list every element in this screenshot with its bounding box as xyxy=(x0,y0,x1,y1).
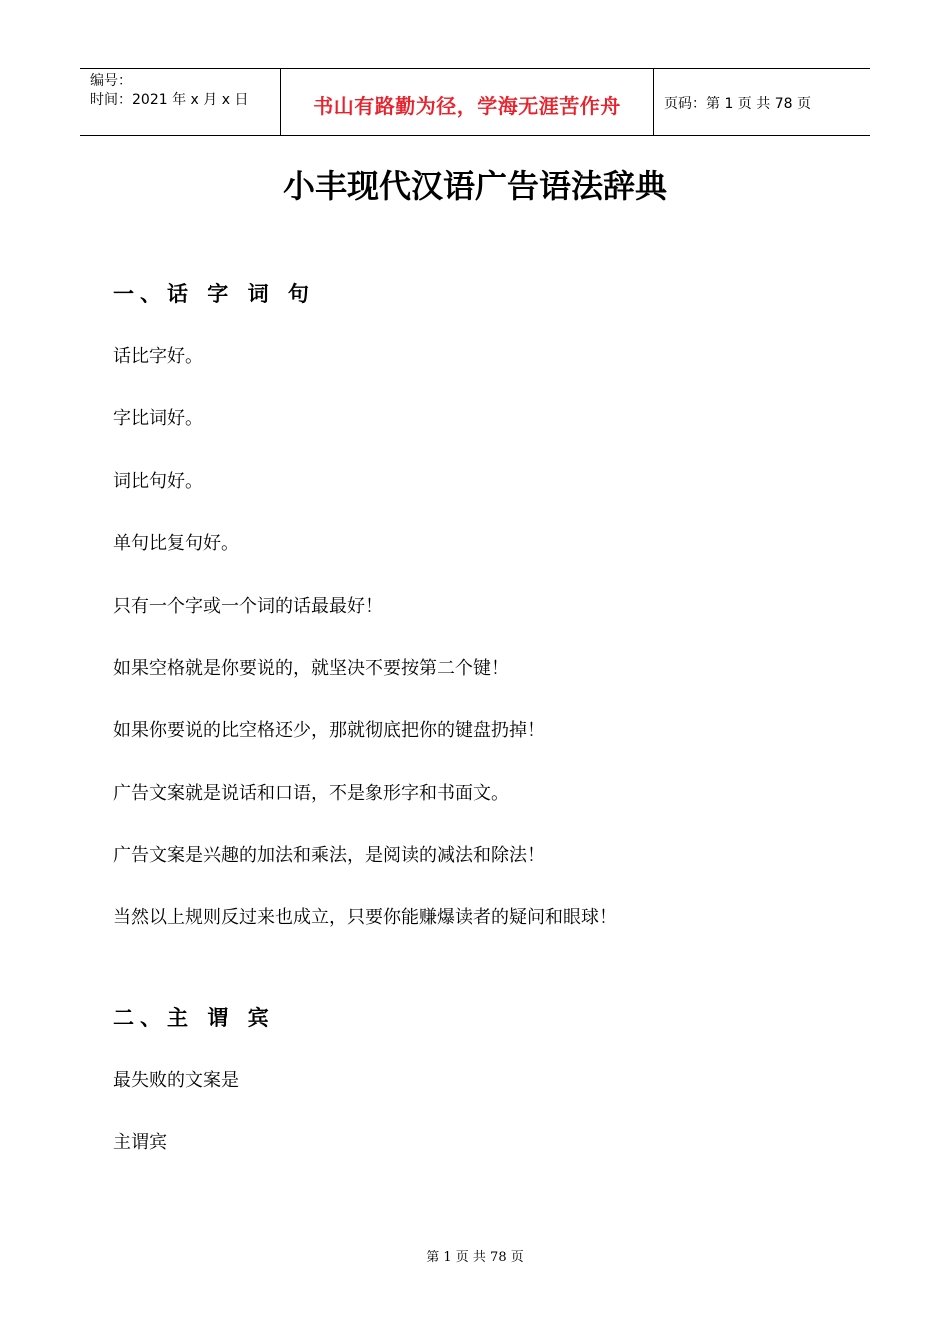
paragraph: 广告文案就是说话和口语，不是象形字和书面文。 xyxy=(113,783,509,804)
paragraph: 单句比复句好。 xyxy=(113,533,239,554)
paragraph: 话比字好。 xyxy=(113,346,203,367)
page-header xyxy=(80,68,870,136)
paragraph: 当然以上规则反过来也成立，只要你能赚爆读者的疑问和眼球！ xyxy=(113,907,617,928)
paragraph: 广告文案是兴趣的加法和乘法，是阅读的减法和除法！ xyxy=(113,845,545,866)
header-page-info: 页码：第 1 页 共 78 页 xyxy=(664,96,811,112)
paragraph: 如果你要说的比空格还少，那就彻底把你的键盘扔掉！ xyxy=(113,720,545,741)
footer-page-number: 第 1 页 共 78 页 xyxy=(426,1250,524,1265)
paragraph: 字比词好。 xyxy=(113,408,203,429)
page-footer xyxy=(0,1246,950,1265)
paragraph: 主谓宾 xyxy=(113,1132,167,1153)
paragraph: 最失败的文案是 xyxy=(113,1070,239,1091)
document-title: 小丰现代汉语广告语法辞典 xyxy=(282,167,667,205)
header-motto: 书山有路勤为径，学海无涯苦作舟 xyxy=(281,69,654,135)
paragraph: 只有一个字或一个词的话最最好！ xyxy=(113,596,383,617)
header-meta-cell xyxy=(80,69,281,135)
paragraph: 如果空格就是你要说的，就坚决不要按第二个键！ xyxy=(113,658,509,679)
section-heading-1: 一、话 字 词 句 xyxy=(113,282,315,306)
section-heading-2: 二、主 谓 宾 xyxy=(113,1006,275,1030)
paragraph: 词比句好。 xyxy=(113,471,203,492)
number-label: 编号： xyxy=(90,73,132,89)
time-label: 时间：2021 年 x 月 x 日 xyxy=(90,92,249,108)
